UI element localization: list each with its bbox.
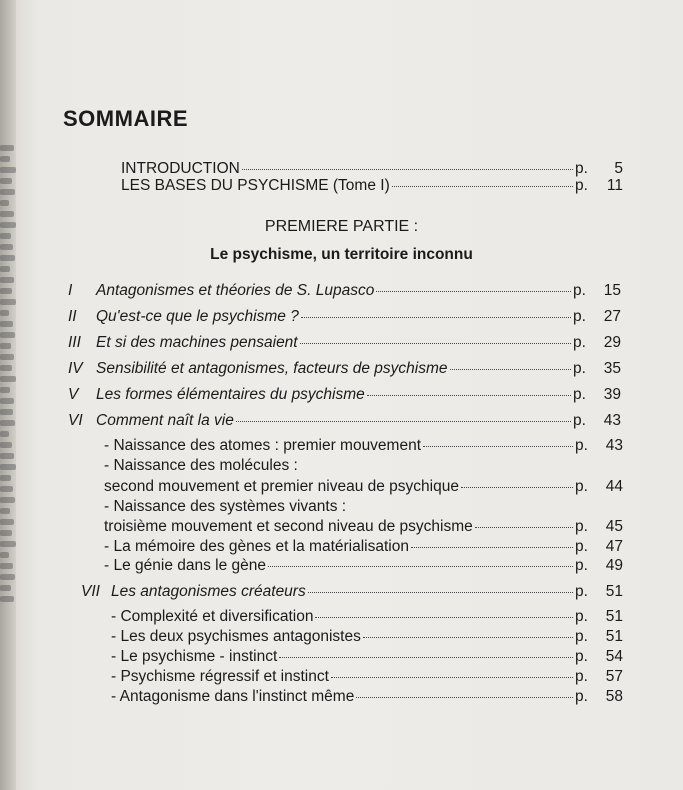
page-abbrev: p.	[575, 583, 588, 600]
page-abbrev: p.	[575, 437, 588, 454]
page-number: 11	[606, 177, 623, 194]
page-abbrev: p.	[573, 282, 586, 299]
page-abbrev: p.	[573, 360, 586, 377]
page-number: 45	[605, 518, 623, 535]
toc-entry-label: troisième mouvement et second niveau de psychisme	[104, 518, 473, 535]
toc-section-genie	[104, 557, 623, 577]
page-number: 51	[605, 608, 623, 625]
dot-leader	[475, 527, 573, 528]
toc-entry-label: - Les deux psychismes antagonistes	[111, 628, 361, 645]
toc-section-deux-psychismes	[111, 628, 623, 648]
page-number: 51	[605, 628, 623, 645]
toc-entry-label: second mouvement et premier niveau de psychique	[104, 478, 459, 495]
toc-chapter-5	[68, 386, 621, 406]
toc-entry-label: - Psychisme régressif et instinct	[111, 668, 329, 685]
toc-entry-label: LES BASES DU PSYCHISME (Tome I)	[121, 177, 390, 194]
toc-entry-label: Et si des machines pensaient	[96, 334, 298, 351]
dot-leader	[279, 657, 573, 658]
dot-leader	[268, 566, 573, 567]
page-title: SOMMAIRE	[63, 106, 188, 131]
page-abbrev: p.	[575, 538, 588, 555]
chapter-numeral: V	[68, 386, 79, 403]
page-abbrev: p.	[575, 478, 588, 495]
page-number: 15	[603, 282, 621, 299]
page-number: 29	[603, 334, 621, 351]
toc-entry-bases	[121, 177, 623, 197]
toc-section-systemes	[104, 518, 623, 538]
toc-section-antagonisme-instinct	[111, 688, 623, 708]
chapter-numeral: IV	[68, 360, 83, 377]
chapter-numeral: I	[68, 282, 73, 299]
toc-section-atomes	[104, 437, 623, 457]
dot-leader	[411, 547, 573, 548]
page-abbrev: p.	[575, 688, 588, 705]
toc-section-molecules	[104, 478, 623, 498]
toc-chapter-6	[68, 412, 621, 432]
page-number: 27	[603, 308, 621, 325]
toc-entry-label: - Le génie dans le gène	[104, 557, 267, 574]
dot-leader	[376, 291, 571, 292]
page-number: 35	[603, 360, 621, 377]
toc-chapter-7	[81, 583, 623, 603]
page-number: 43	[605, 437, 623, 454]
facing-page-bleed	[0, 140, 20, 610]
toc-section-molecules-heading: - Naissance des molécules :	[104, 457, 298, 474]
toc-entry-label: - Antagonisme dans l'instinct même	[111, 688, 355, 705]
toc-section-instinct	[111, 648, 623, 668]
page-abbrev: p.	[575, 608, 588, 625]
dot-leader	[367, 395, 571, 396]
toc-chapter-3	[68, 334, 621, 354]
dot-leader	[242, 169, 573, 170]
toc-entry-label: - Naissance des atomes : premier mouvement	[104, 437, 422, 454]
dot-leader	[236, 421, 571, 422]
toc-entry-label: Qu'est-ce que le psychisme ?	[96, 308, 299, 325]
page-number: 5	[614, 160, 623, 177]
toc-section-regressif	[111, 668, 623, 688]
toc-chapter-2	[68, 308, 621, 328]
page-number: 49	[605, 557, 623, 574]
dot-leader	[315, 617, 573, 618]
toc-section-systemes-heading: - Naissance des systèmes vivants :	[104, 498, 347, 515]
toc-entry-label: INTRODUCTION	[121, 160, 240, 177]
dot-leader	[450, 369, 571, 370]
dot-leader	[423, 446, 573, 447]
dot-leader	[461, 487, 573, 488]
part-subtitle: Le psychisme, un territoire inconnu	[210, 246, 473, 263]
toc-chapter-4	[68, 360, 621, 380]
dot-leader	[331, 677, 573, 678]
toc-entry-label: Comment naît la vie	[96, 412, 234, 429]
page-number: 44	[605, 478, 623, 495]
dot-leader	[300, 343, 571, 344]
page-number: 54	[605, 648, 623, 665]
page-abbrev: p.	[575, 648, 588, 665]
toc-entry-label: - La mémoire des gènes et la matérialisation	[104, 538, 409, 555]
part-heading: PREMIERE PARTIE :	[264, 218, 419, 235]
dot-leader	[356, 697, 573, 698]
dot-leader	[301, 317, 571, 318]
page-abbrev: p.	[573, 334, 586, 351]
toc-section-complexite	[111, 608, 623, 628]
page-number: 39	[603, 386, 621, 403]
page-abbrev: p.	[575, 518, 588, 535]
page-number: 47	[605, 538, 623, 555]
page-abbrev: p.	[573, 412, 586, 429]
page-abbrev: p.	[575, 668, 588, 685]
toc-entry-label: - Complexité et diversification	[111, 608, 314, 625]
page-number: 58	[605, 688, 623, 705]
dot-leader	[392, 186, 573, 187]
toc-entry-label: - Le psychisme - instinct	[111, 648, 278, 665]
page-number: 51	[605, 583, 623, 600]
chapter-numeral: II	[68, 308, 77, 325]
page-abbrev: p.	[575, 177, 588, 194]
chapter-numeral: VII	[81, 583, 100, 600]
chapter-numeral: III	[68, 334, 81, 351]
page-abbrev: p.	[573, 308, 586, 325]
page-abbrev: p.	[575, 160, 588, 177]
toc-entry-label: Les formes élémentaires du psychisme	[96, 386, 365, 403]
toc-entry-label: Les antagonismes créateurs	[111, 583, 306, 600]
chapter-numeral: VI	[68, 412, 83, 429]
toc-section-memoire	[104, 538, 623, 558]
page-number: 43	[603, 412, 621, 429]
page-abbrev: p.	[573, 386, 586, 403]
toc-entry-label: Antagonismes et théories de S. Lupasco	[96, 282, 375, 299]
dot-leader	[308, 592, 573, 593]
page-number: 57	[605, 668, 623, 685]
toc-entry-label: Sensibilité et antagonismes, facteurs de psychisme	[96, 360, 448, 377]
page-abbrev: p.	[575, 628, 588, 645]
toc-chapter-1	[68, 282, 621, 302]
page-abbrev: p.	[575, 557, 588, 574]
dot-leader	[363, 637, 573, 638]
